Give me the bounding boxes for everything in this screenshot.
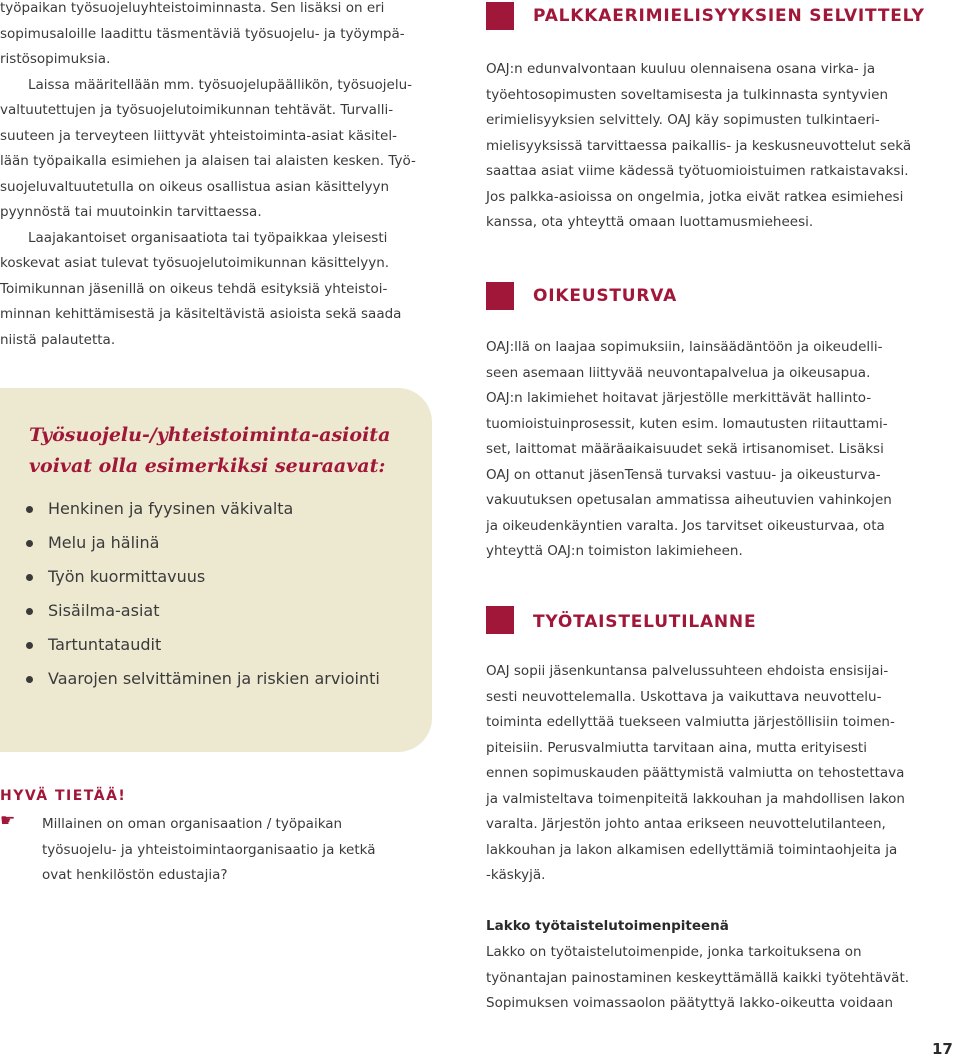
text-line: Toimikunnan jäsenillä on oikeus tehdä esityksiä yhteistoi-	[0, 280, 388, 297]
section-title: OIKEUSTURVA	[533, 286, 678, 306]
text-line: kanssa, ota yhteyttä omaan luottamusmieheesi.	[486, 214, 814, 230]
list-item: Henkinen ja fyysinen väkivalta	[24, 492, 380, 526]
text-line: Millainen on oman organisaation / työpaikan	[42, 816, 343, 832]
text-line: mielisyyksissä tarvittaessa paikallis- ja keskusneuvottelut sekä	[486, 137, 912, 154]
text-line: seen asemaan liittyvää neuvontapalvelua ja oikeusapua.	[486, 364, 871, 381]
text-line: varalta. Järjestön johto antaa erikseen neuvottelutilanteen,	[486, 816, 886, 832]
text-line: ja oikeudenkäyntien varalta. Jos tarvitset oikeusturvaa, ota	[486, 517, 885, 534]
tip-heading: HYVÄ TIETÄÄ!	[0, 788, 127, 804]
text-line: saattaa asiat viime kädessä työtuomioistuimen ratkaistavaksi.	[486, 163, 909, 179]
text-line: työpaikan työsuojeluyhteistoiminnasta. Sen lisäksi on eri	[0, 0, 385, 16]
text-line: OAJ:llä on laajaa sopimuksiin, lainsäädäntöön ja oikeudelli-	[486, 339, 883, 355]
pointing-hand-icon: ☛	[0, 811, 16, 831]
text-line: Jos palkka-asioissa on ongelmia, jotka eivät ratkea esimiehesi	[486, 188, 904, 205]
section-marker	[486, 606, 514, 634]
text-line: tuomioistuinprosessit, kuten esim. lomautusten riitauttami-	[486, 415, 888, 432]
list-item: Melu ja hälinä	[24, 526, 380, 560]
tip-text	[42, 812, 432, 889]
text-line: lakkouhan ja lakon alkamisen edellyttämiä toimintaohjeita ja	[486, 841, 898, 858]
section-marker	[486, 282, 514, 310]
text-line: valtuutettujen ja työsuojelutoimikunnan tehtävät. Turvalli-	[0, 102, 394, 118]
examples-list	[24, 492, 380, 696]
section-text	[486, 659, 905, 889]
section-marker	[486, 2, 514, 30]
section-text	[486, 57, 911, 236]
list-item: Työn kuormittavuus	[24, 560, 380, 594]
text-line: työehtosopimusten soveltamisesta ja tulkinnasta syntyvien	[486, 86, 889, 103]
text-line: minnan kehittämisestä ja käsiteltävistä asioista sekä saada	[0, 306, 402, 322]
examples-box-title	[29, 420, 429, 482]
text-line: sesti neuvottelemalla. Uskottava ja vaikuttava neuvottelu-	[486, 688, 882, 705]
text-line: suojeluvaltuutetulla on oikeus osallistua asian käsittelyyn	[0, 178, 390, 195]
text-line: OAJ on ottanut jäsenTensä turvaksi vastuu- ja oikeusturva-	[486, 466, 881, 483]
text-line: OAJ sopii jäsenkuntansa palvelussuhteen ehdoista ensisijai-	[486, 663, 889, 679]
text-line: suuteen ja terveyteen liittyvät yhteistoiminta-asiat käsitel-	[0, 127, 397, 144]
text-line: Laissa määritellään mm. työsuojelupäällikön, työsuojelu-	[28, 76, 413, 93]
text-line: pyynnöstä tai muutoinkin tarvittaessa.	[0, 204, 262, 220]
title-line: voivat olla esimerkiksi seuraavat:	[29, 455, 386, 477]
section-title: TYÖTAISTELUTILANNE	[533, 612, 757, 632]
text-line: vakuutuksen opetusalan ammatissa aiheutuvien vahinkojen	[486, 492, 892, 508]
text-line: set, laittomat määräaikaisuudet sekä irtisanomiset. Lisäksi	[486, 441, 884, 457]
text-line: Sopimuksen voimassaolon päätyttyä lakko-oikeutta voidaan	[486, 995, 894, 1011]
text-line: lään työpaikalla esimiehen ja alaisen tai alaisten kesken. Työ-	[0, 153, 416, 169]
page-number: 17	[932, 1040, 953, 1058]
text-line: yhteyttä OAJ:n toimiston lakimieheen.	[486, 543, 743, 559]
text-line: piteisiin. Perusvalmiutta tarvitaan aina, mutta erityisesti	[486, 739, 867, 756]
text-line: niistä palautetta.	[0, 331, 116, 348]
text-line: OAJ:n lakimiehet hoitavat järjestölle merkittävät hallinto-	[486, 390, 872, 406]
list-item: Vaarojen selvittäminen ja riskien arviointi	[24, 662, 380, 696]
list-item: Tartuntataudit	[24, 628, 380, 662]
text-line: koskevat asiat tulevat työsuojelutoimikunnan käsittelyyn.	[0, 255, 390, 271]
section-title: PALKKAERIMIELISYYKSIEN SELVITTELY	[533, 6, 925, 26]
text-line: -käskyjä.	[486, 867, 546, 883]
list-item: Sisäilma-asiat	[24, 594, 380, 628]
text-line: erimielisyyksien selvittely. OAJ käy sopimusten tulkintaeri-	[486, 112, 880, 128]
title-line: Työsuojelu-/yhteistoiminta-asioita	[29, 424, 391, 446]
text-line: työsuojelu- ja yhteistoimintaorganisaatio ja ketkä	[42, 841, 376, 858]
text-line: sopimusaloille laadittu täsmentäviä työsuojelu- ja työympä-	[0, 25, 405, 42]
subsection-text	[486, 940, 909, 1017]
text-line: työnantajan painostaminen keskeyttämällä kaikki työtehtävät.	[486, 969, 910, 986]
text-line: Lakko on työtaistelutoimenpide, jonka tarkoituksena on	[486, 944, 862, 960]
text-line: Laajakantoiset organisaatiota tai työpaikkaa yleisesti	[28, 229, 388, 246]
text-line: ennen sopimuskauden päättymistä valmiutta on tehostettava	[486, 765, 905, 781]
text-line: OAJ:n edunvalvontaan kuuluu olennaisena osana virka- ja	[486, 61, 876, 77]
text-line: ristösopimuksia.	[0, 51, 111, 67]
section-text	[486, 335, 892, 565]
subsection-heading: Lakko työtaistelutoimenpiteenä	[486, 918, 729, 934]
text-line: ja valmisteltava toimenpiteitä lakkouhan ja mahdollisen lakon	[486, 790, 905, 807]
text-line: toiminta edellyttää tuekseen valmiutta järjestöllisiin toimen-	[486, 714, 895, 730]
intro-text	[0, 0, 440, 353]
text-line: ovat henkilöstön edustajia?	[42, 867, 228, 883]
